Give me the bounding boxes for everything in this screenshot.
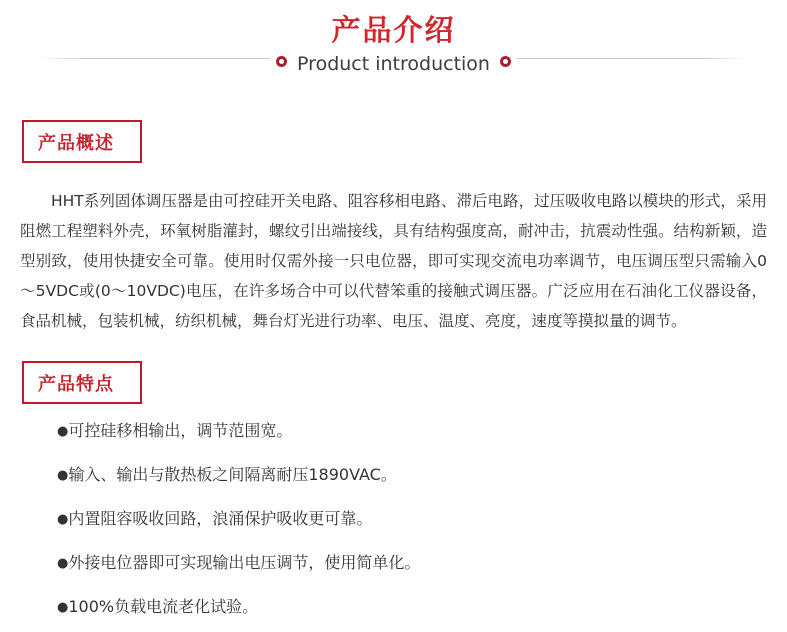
feature-text: 可控硅移相输出，调节范围宽。 — [68, 421, 293, 440]
divider-line-left — [40, 58, 270, 59]
ring-icon — [500, 56, 511, 67]
ring-icon — [276, 56, 287, 67]
bullet-icon: ● — [57, 468, 69, 483]
bullet-icon: ● — [57, 556, 69, 571]
feature-list-item — [57, 552, 787, 574]
feature-text: 外接电位器即可实现输出电压调节，使用简单化。 — [68, 553, 421, 572]
feature-list-item — [57, 596, 787, 618]
bullet-icon: ● — [57, 512, 69, 527]
feature-list-item — [57, 464, 787, 486]
section-heading-overview: 产品概述 — [22, 120, 142, 163]
feature-list-item — [57, 508, 787, 530]
feature-text: 内置阻容吸收回路，浪涌保护吸收更可靠。 — [68, 509, 373, 528]
subtitle-divider — [40, 52, 747, 76]
feature-text: 100%负载电流老化试验。 — [68, 597, 259, 616]
bullet-icon: ● — [57, 424, 69, 439]
divider-line-right — [517, 58, 747, 59]
page-subtitle: Product introduction — [297, 53, 490, 75]
feature-list-item — [57, 420, 787, 442]
page-title: 产品介绍 — [331, 13, 456, 47]
section-heading-features: 产品特点 — [22, 361, 142, 404]
bullet-icon: ● — [57, 600, 69, 615]
overview-paragraph: HHT系列固体调压器是由可控硅开关电路、阻容移相电路、滞后电路，过压吸收电路以模块的形式，采用阻燃工程塑料外壳，环氧树脂灌封，螺纹引出端接线，具有结构强度高，耐冲击，抗震动性强。结构新颖，造型别致，使用快捷安全可靠。使用时仅需外接一只电位器，即可实现交流电功率调节，电压调压型只需输入0～5VDC或(0～10VDC)电压，在许多场合中可以代替笨重的接触式调压器。广泛应用在石油化工仪器设备，食品机械，包装机械，纺织机械，舞台灯光进行功率、电压、温度、亮度，速度等摸拟量的调节。 — [20, 192, 767, 330]
feature-text: 输入、输出与散热板之间隔离耐压1890VAC。 — [68, 465, 397, 484]
feature-list — [0, 420, 787, 618]
